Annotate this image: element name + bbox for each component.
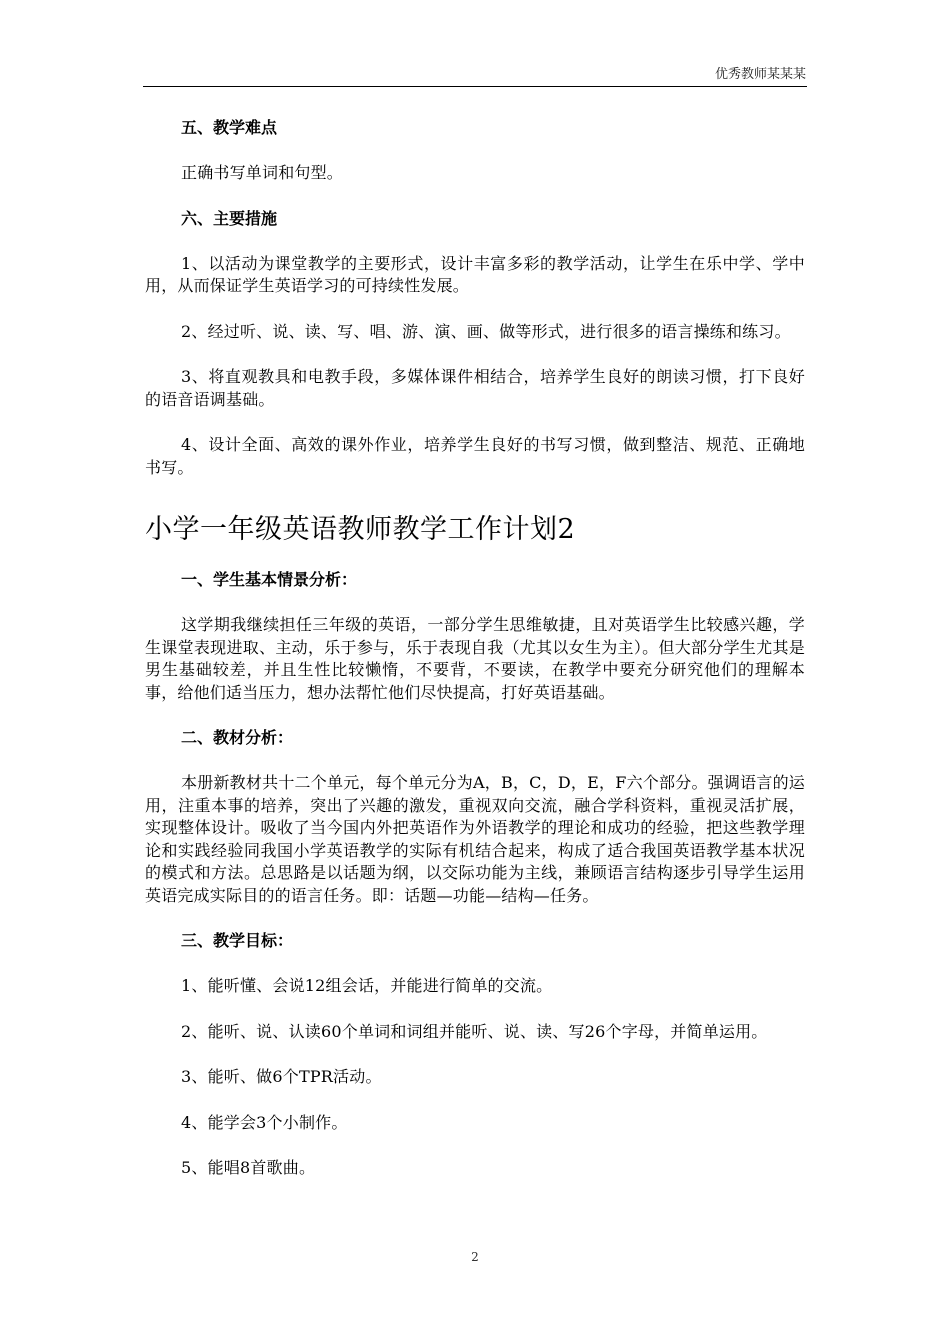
measure-item: 3、将直观教具和电教手段，多媒体课件相结合，培养学生良好的朗读习惯，打下良好的语音语调基础。 bbox=[145, 367, 805, 409]
textbook-analysis-text: 本册新教材共十二个单元，每个单元分为A，B，C，D，E，F六个部分。强调语言的运用，注重本事的培养，突出了兴趣的激发，重视双向交流，融合学科资料，重视灵活扩展，实现整体设计。吸收了当今国内外把英语作为外语教学的理论和成功的经验，把这些教学理论和实践经验同我国小学英语教学的实际有机结合起来，构成了适合我国英语教学基本状况的模式和方法。总思路是以话题为纲，以交际功能为主线，兼顾语言结构逐步引导学生运用英语完成实际目的的语言任务。即：话题—功能—结构—任务。 bbox=[145, 773, 805, 905]
goal-item: 5、能唱8首歌曲。 bbox=[181, 1158, 316, 1177]
student-analysis-text: 这学期我继续担任三年级的英语，一部分学生思维敏捷，且对英语学生比较感兴趣，学生课堂表现进取、主动，乐于参与，乐于表现自我（尤其以女生为主）。但大部分学生尤其是男生基础较差，并且生性比较懒惰，不要背，不要读，在教学中要充分研究他们的理解本事，给他们适当压力，想办法帮忙他们尽快提高，打好英语基础。 bbox=[145, 615, 805, 702]
page-header-label: 优秀教师某某某 bbox=[714, 67, 806, 82]
section-heading-student-analysis: 一、学生基本情景分析： bbox=[181, 570, 358, 589]
page-number: 2 bbox=[471, 1250, 479, 1264]
measure-item: 2、经过听、说、读、写、唱、游、演、画、做等形式，进行很多的语言操练和练习。 bbox=[181, 321, 791, 341]
section-heading-textbook-analysis: 二、教材分析： bbox=[181, 728, 294, 747]
document-body bbox=[145, 117, 805, 1203]
measure-item: 4、设计全面、高效的课外作业，培养学生良好的书写习惯，做到整洁、规范、正确地书写。 bbox=[145, 435, 805, 477]
section-heading-difficulties: 五、教学难点 bbox=[181, 118, 278, 137]
header-divider bbox=[143, 86, 807, 87]
goal-item: 3、能听、做6个TPR活动。 bbox=[181, 1067, 382, 1086]
goal-item: 2、能听、说、认读60个单词和词组并能听、说、读、写26个字母，并简单运用。 bbox=[181, 1021, 768, 1041]
section-heading-teaching-goals: 三、教学目标： bbox=[181, 931, 294, 950]
difficulties-text: 正确书写单词和句型。 bbox=[181, 163, 344, 182]
goal-item: 4、能学会3个小制作。 bbox=[181, 1112, 348, 1132]
plan-title: 小学一年级英语教师教学工作计划2 bbox=[145, 514, 576, 545]
goal-item: 1、能听懂、会说12组会话，并能进行简单的交流。 bbox=[181, 976, 553, 995]
measure-item: 1、以活动为课堂教学的主要形式，设计丰富多彩的教学活动，让学生在乐中学、学中用，从而保证学生英语学习的可持续性发展。 bbox=[145, 253, 805, 295]
section-heading-measures: 六、主要措施 bbox=[181, 208, 278, 228]
